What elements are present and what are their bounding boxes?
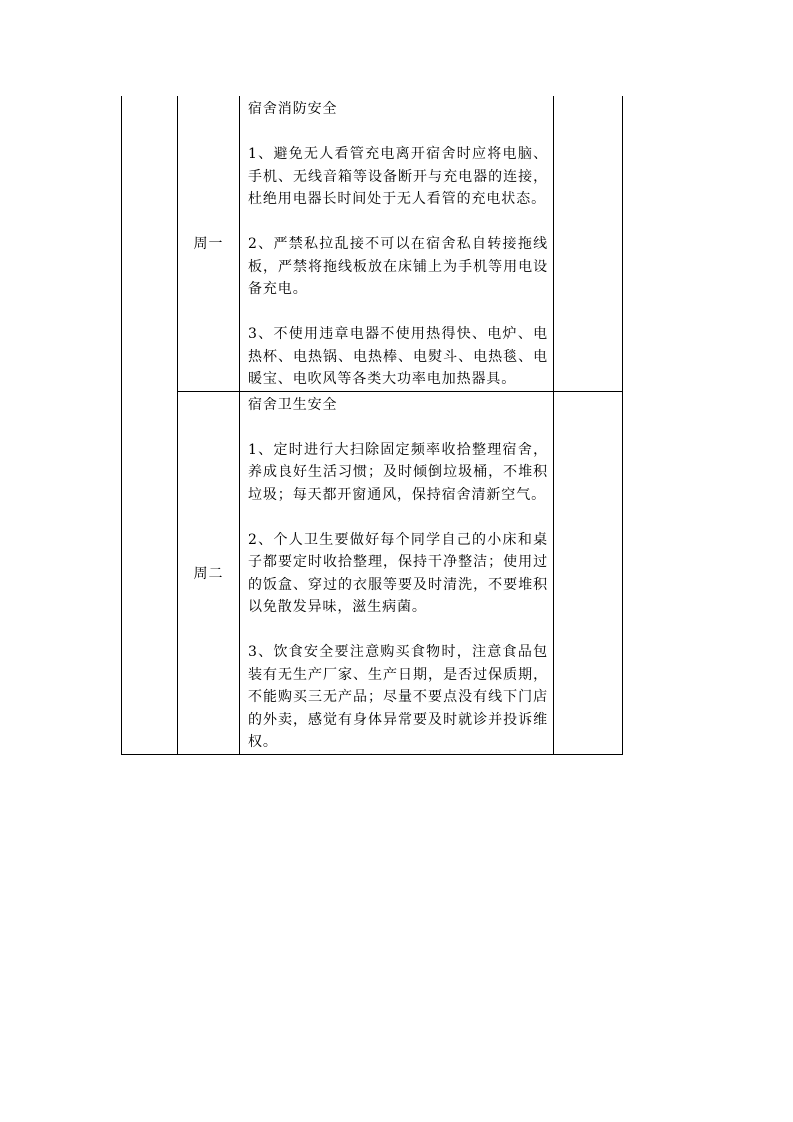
table-row-monday xyxy=(122,96,623,391)
monday-item-3: 3、不使用违章电器不使用热得快、电炉、电热杯、电热锅、电热棒、电熨斗、电热毯、电暖宝、电吹风等各类大功率电加热器具。 xyxy=(248,326,548,387)
note-cell-tuesday xyxy=(554,391,623,754)
monday-item-1: 1、避免无人看管充电离开宿舍时应将电脑、手机、无线音箱等设备断开与充电器的连接，杜绝用电器长时间处于无人看管的充电状态。 xyxy=(248,146,548,207)
section-title-fire-safety: 宿舍消防安全 xyxy=(248,101,338,117)
day-cell-tuesday: 周二 xyxy=(178,391,240,754)
content-cell-tuesday xyxy=(240,391,554,754)
note-cell-monday xyxy=(554,96,623,391)
monday-item-2: 2、严禁私拉乱接不可以在宿舍私自转接拖线板，严禁将拖线板放在床铺上为手机等用电设备充电。 xyxy=(248,236,548,297)
tuesday-item-1: 1、定时进行大扫除固定频率收拾整理宿舍，养成良好生活习惯；及时倾倒垃圾桶，不堆积垃圾；每天都开窗通风，保持宿舍清新空气。 xyxy=(248,441,548,503)
section-title-hygiene-safety: 宿舍卫生安全 xyxy=(248,396,338,413)
tuesday-item-2: 2、个人卫生要做好每个同学自己的小床和桌子都要定时收拾整理，保持干净整洁；使用过的饭盒、穿过的衣服等要及时清洗，不要堆积以免散发异味，滋生病菌。 xyxy=(248,531,548,615)
day-cell-monday: 周一 xyxy=(178,96,240,391)
table-row-tuesday xyxy=(122,391,623,754)
blank-cell xyxy=(122,96,178,754)
safety-schedule-table xyxy=(121,96,623,755)
content-cell-monday xyxy=(240,96,554,391)
tuesday-item-3: 3、饮食安全要注意购买食物时，注意食品包装有无生产厂家、生产日期，是否过保质期，不能购买三无产品；尽量不要点没有线下门店的外卖，感觉有身体异常要及时就诊并投诉维权。 xyxy=(248,644,548,750)
